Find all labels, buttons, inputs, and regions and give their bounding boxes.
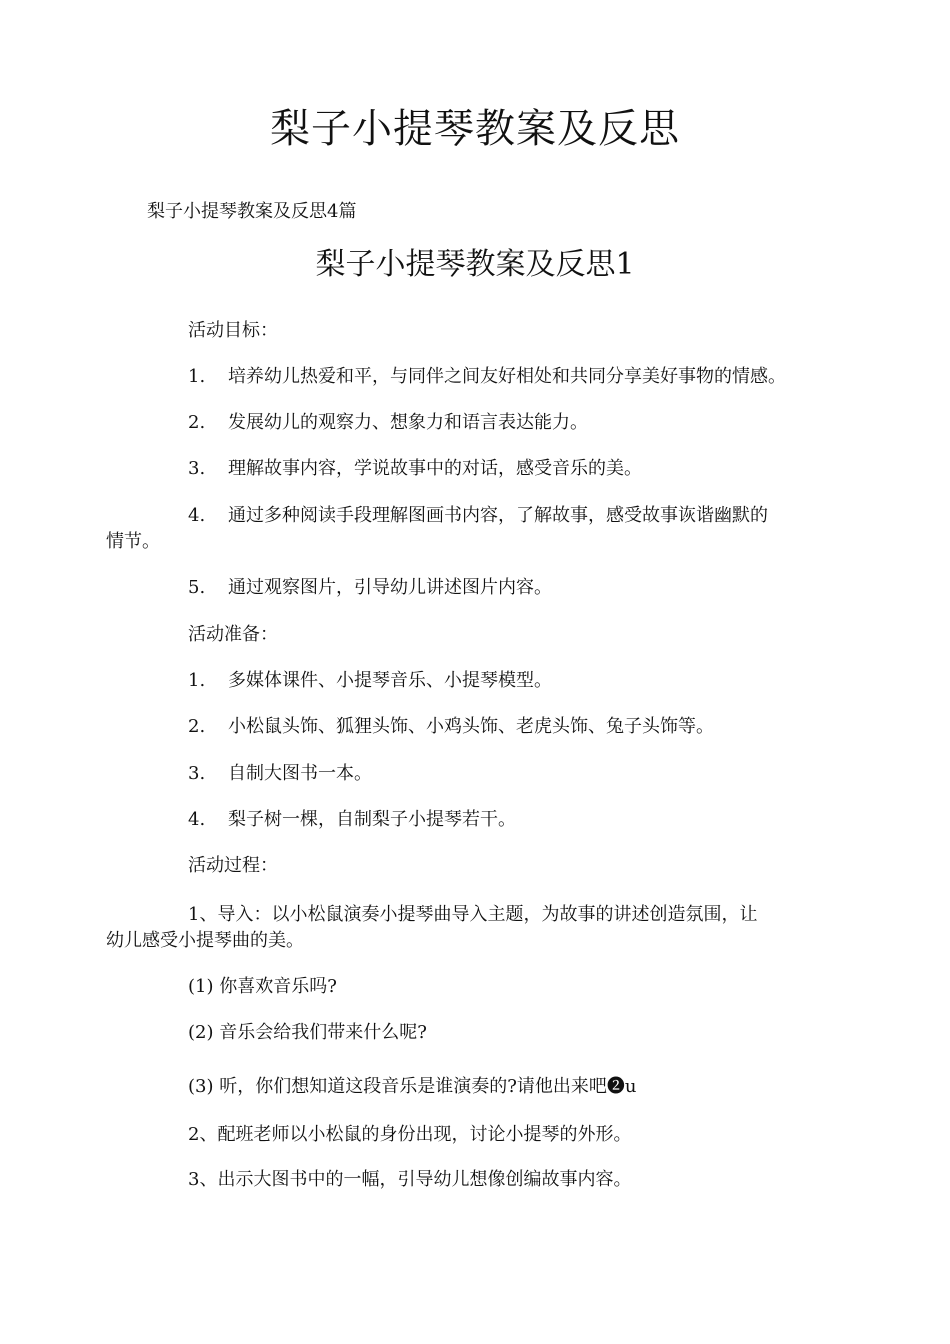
goal-text: 发展幼儿的观察力、想象力和语言表达能力。 <box>228 412 588 433</box>
goal-number: 5. <box>188 577 206 598</box>
prep-text: 自制大图书一本。 <box>228 763 372 784</box>
goal-item <box>188 575 552 601</box>
process-step: 2、配班老师以小松鼠的身份出现，讨论小提琴的外形。 <box>188 1124 632 1145</box>
prep-item <box>188 761 372 787</box>
goal-item <box>188 410 588 436</box>
prep-number: 4. <box>188 809 206 830</box>
goal-item <box>188 456 642 482</box>
prep-number: 3. <box>188 763 206 784</box>
question-item: (1) 你喜欢音乐吗? <box>188 976 337 997</box>
goal-text: 理解故事内容，学说故事中的对话，感受音乐的美。 <box>228 458 642 479</box>
prep-text: 梨子树一棵，自制梨子小提琴若干。 <box>228 809 516 830</box>
prep-item <box>188 668 552 694</box>
goal-text: 培养幼儿热爱和平，与同伴之间友好相处和共同分享美好事物的情感。 <box>228 366 786 387</box>
process-intro-continuation: 幼儿感受小提琴曲的美。 <box>106 930 304 951</box>
prep-item <box>188 714 714 740</box>
goal-text: 通过观察图片，引导幼儿讲述图片内容。 <box>228 577 552 598</box>
prep-text: 多媒体课件、小提琴音乐、小提琴模型。 <box>228 670 552 691</box>
section-title: 梨子小提琴教案及反思1 <box>315 247 635 282</box>
prep-item <box>188 807 516 833</box>
goal-item <box>188 364 786 390</box>
goal-number: 3. <box>188 458 206 479</box>
process-step: 3、出示大图书中的一幅，引导幼儿想像创编故事内容。 <box>188 1169 632 1190</box>
goal-text-continuation: 情节。 <box>106 531 160 552</box>
process-intro-line: 1、导入：以小松鼠演奏小提琴曲导入主题，为故事的讲述创造氛围，让 <box>188 904 758 925</box>
goals-heading: 活动目标： <box>188 320 278 341</box>
question-item: (2) 音乐会给我们带来什么呢? <box>188 1022 427 1043</box>
prep-heading: 活动准备： <box>188 624 278 645</box>
goal-number: 2. <box>188 412 206 433</box>
goal-number: 4. <box>188 505 206 526</box>
goal-number: 1. <box>188 366 206 387</box>
prep-number: 1. <box>188 670 206 691</box>
goal-text: 通过多种阅读手段理解图画书内容，了解故事，感受故事诙谐幽默的 <box>228 505 768 526</box>
process-heading: 活动过程： <box>188 855 278 876</box>
prep-number: 2. <box>188 716 206 737</box>
document-subtitle: 梨子小提琴教案及反思4篇 <box>147 201 357 222</box>
goal-item <box>188 503 768 529</box>
document-title: 梨子小提琴教案及反思 <box>270 106 680 152</box>
prep-text: 小松鼠头饰、狐狸头饰、小鸡头饰、老虎头饰、兔子头饰等。 <box>228 716 714 737</box>
question-item: (3) 听，你们想知道这段音乐是谁演奏的?请他出来吧❷u <box>188 1076 637 1097</box>
